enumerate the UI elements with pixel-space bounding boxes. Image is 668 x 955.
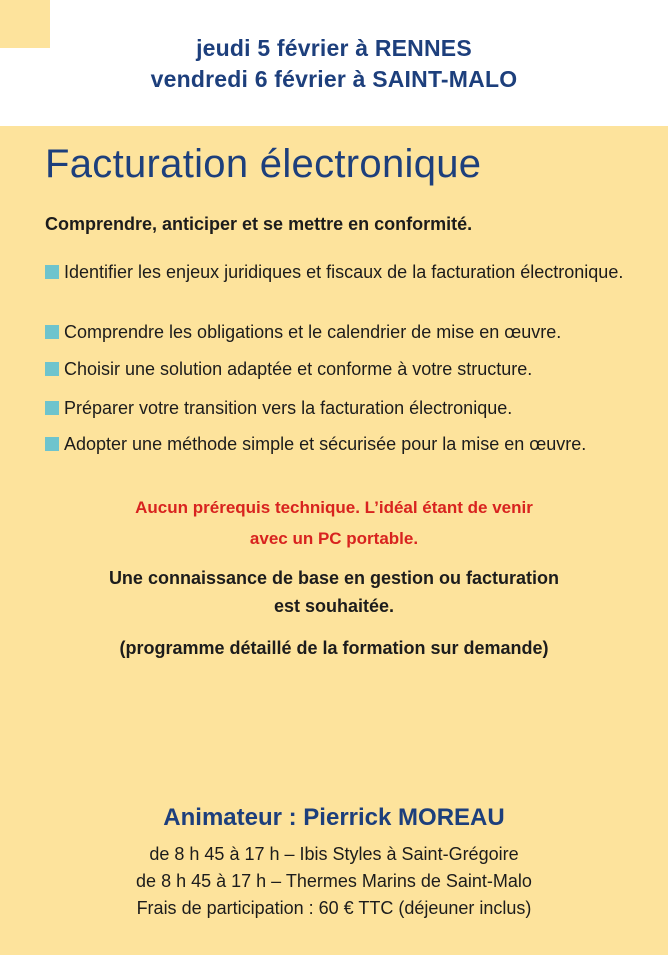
square-bullet-icon [45,325,59,339]
list-item-text: Adopter une méthode simple et sécurisée pour la mise en œuvre. [64,434,587,454]
list-item-text: Comprendre les obligations et le calendrier de mise en œuvre. [64,322,562,342]
prerequisite-note-line2: avec un PC portable. [249,529,419,548]
knowledge-note-line2: est souhaitée. [273,596,395,616]
square-bullet-icon [45,265,59,279]
list-item [45,320,635,344]
date-saint-malo: vendredi 6 février à SAINT-MALO [150,66,518,92]
session-rennes: de 8 h 45 à 17 h – Ibis Styles à Saint-Grégoire [149,844,519,864]
date-rennes: jeudi 5 février à RENNES [196,35,472,61]
square-bullet-icon [45,437,59,451]
session-saint-malo: de 8 h 45 à 17 h – Thermes Marins de Saint-Malo [136,871,532,891]
list-item-text: Préparer votre transition vers la facturation électronique. [64,398,513,418]
participation-fees: Frais de participation : 60 € TTC (déjeuner inclus) [136,898,532,918]
program-note: (programme détaillé de la formation sur demande) [119,638,549,658]
knowledge-note-line1: Une connaissance de base en gestion ou facturation [108,568,560,588]
list-item [45,396,635,420]
square-bullet-icon [45,401,59,415]
subtitle: Comprendre, anticiper et se mettre en conformité. [45,214,473,234]
list-item [45,260,635,284]
page-title: Facturation électronique [45,142,482,186]
animator-heading: Animateur : Pierrick MOREAU [163,804,505,831]
list-item [45,432,635,456]
header [0,0,668,126]
prerequisite-note-line1: Aucun prérequis technique. L’idéal étant de venir [135,498,533,517]
list-item [45,357,635,381]
list-item-text: Choisir une solution adaptée et conforme à votre structure. [64,359,533,379]
list-item-text: Identifier les enjeux juridiques et fiscaux de la facturation électronique. [64,262,624,282]
square-bullet-icon [45,362,59,376]
